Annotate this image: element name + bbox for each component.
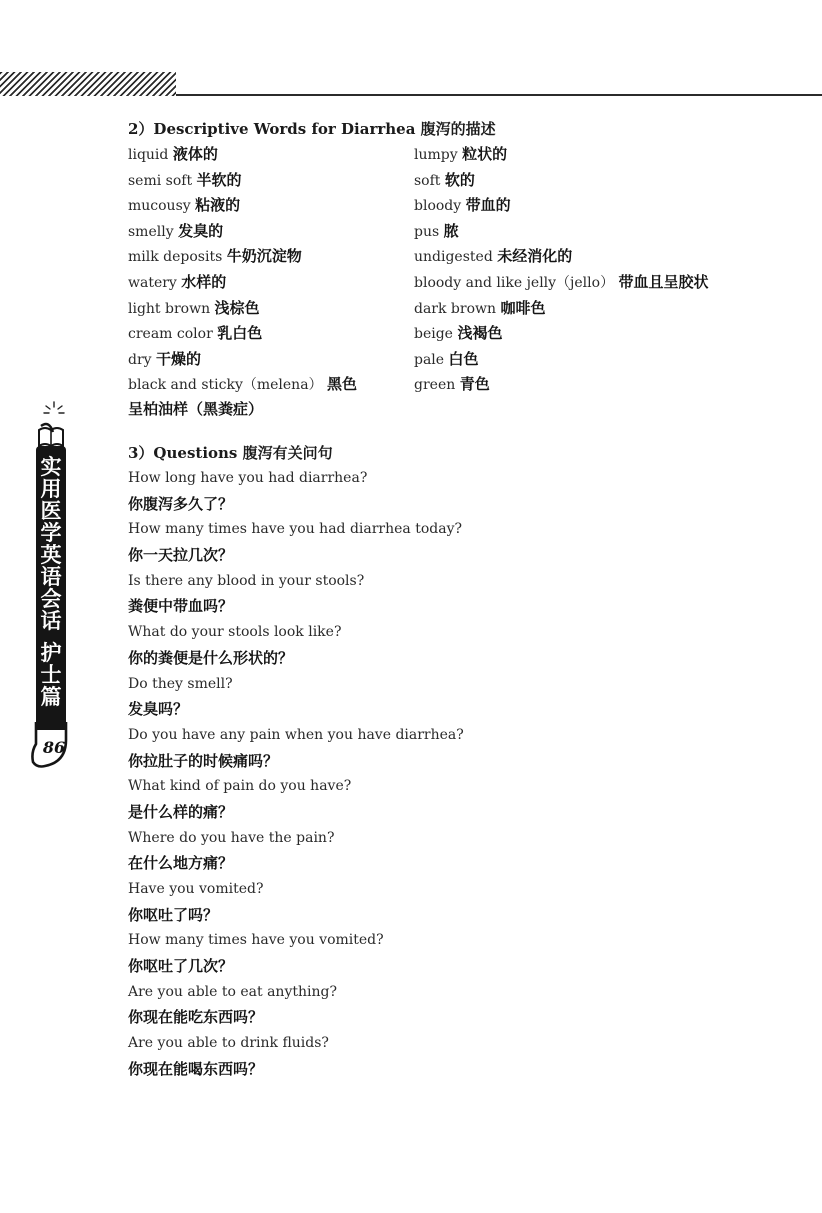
vocab-cn: 带血且呈胶状: [618, 272, 709, 291]
vocab-item: [414, 347, 768, 373]
vocab-cn: 青色: [459, 375, 490, 394]
vocab-item: [414, 372, 768, 398]
vocab-item: [128, 347, 414, 373]
vocab-item: [128, 296, 414, 322]
vocab-item: [414, 142, 768, 168]
question-en: How many times have you had diarrhea today?: [128, 521, 463, 538]
vocab-en: watery: [128, 274, 177, 291]
side-tab: [31, 400, 71, 772]
question-en: Are you able to drink fluids?: [128, 1035, 329, 1052]
vocab-cn: 白色: [448, 349, 479, 368]
vocab-en: undigested: [414, 249, 493, 266]
vocab-en: soft: [414, 172, 441, 189]
vocab-en: liquid: [128, 147, 169, 163]
vocab-cn: 粘液的: [195, 196, 241, 215]
vocab-item: [128, 193, 414, 219]
vocab-en: mucousy: [128, 198, 191, 215]
vocab-cn: 黑色: [327, 375, 358, 394]
vocab-en: beige: [414, 326, 453, 343]
side-tab-bar: [36, 446, 66, 724]
vocab-continuation: 呈柏油样（黑粪症）: [128, 400, 264, 418]
vocab-cn: 牛奶沉淀物: [226, 247, 302, 266]
header-hatch-decoration: [0, 72, 176, 96]
open-book-icon: [37, 420, 65, 448]
question-en: How long have you had diarrhea?: [128, 470, 368, 486]
vocab-item: [414, 296, 768, 322]
vocab-cn: 半软的: [196, 170, 242, 189]
vocab-cn: 软的: [444, 170, 475, 189]
vocab-en: green: [414, 377, 456, 394]
question-cn: 在什么地方痛？: [128, 854, 234, 873]
section2-heading: [128, 118, 496, 139]
vocab-en: cream color: [128, 326, 213, 343]
vocab-en: lumpy: [414, 147, 458, 163]
question-cn: 你现在能喝东西吗？: [128, 1059, 264, 1078]
question-en: How many times have you vomited?: [128, 932, 384, 949]
vocab-cn: 浅棕色: [214, 298, 260, 317]
volume-title: 护士篇: [40, 641, 62, 709]
vocab-en: bloody: [414, 198, 462, 215]
vocab-item: [414, 244, 768, 270]
question-cn: 你呕吐了吗？: [128, 905, 219, 924]
vocab-en: black and sticky（melena）: [128, 377, 323, 394]
vocab-en: milk deposits: [128, 249, 223, 266]
vocab-en: pus: [414, 223, 440, 240]
header-rule: [176, 94, 822, 96]
question-cn: 你腹泻多久了？: [128, 494, 234, 513]
vocab-cn: 未经消化的: [497, 247, 573, 266]
question-en: Where do you have the pain?: [128, 829, 335, 846]
vocab-cn: 咖啡色: [500, 298, 546, 317]
vocab-item: [414, 219, 768, 245]
question-cn: 是什么样的痛？: [128, 802, 234, 821]
vocab-item: [414, 321, 768, 347]
vocab-en: dry: [128, 351, 152, 368]
vocab-item: [414, 270, 768, 296]
vocab-item: [414, 168, 768, 194]
question-en: Is there any blood in your stools?: [128, 572, 365, 589]
vocab-en: dark brown: [414, 300, 497, 317]
vocab-cn: 干燥的: [156, 349, 202, 368]
question-cn: 你的粪便是什么形状的？: [128, 648, 294, 667]
vocab-item: [414, 193, 768, 219]
section3-heading: [128, 442, 333, 463]
vocab-en: semi soft: [128, 172, 193, 189]
vocab-item: [128, 270, 414, 296]
vocab-item: [128, 244, 414, 270]
vocab-item: [128, 219, 414, 245]
series-title: 实用医学英语会话: [40, 455, 62, 633]
question-en: Are you able to eat anything?: [128, 983, 337, 1000]
vocab-cn: 浅褐色: [457, 324, 503, 343]
question-en: Have you vomited?: [128, 881, 264, 897]
vocab-cn: 粒状的: [462, 145, 508, 163]
vocab-list: [128, 142, 768, 398]
vocab-cn: 水样的: [181, 272, 227, 291]
question-cn: 粪便中带血吗？: [128, 597, 234, 616]
vocab-item: [128, 168, 414, 194]
question-cn: 你拉肚子的时候痛吗？: [128, 751, 279, 770]
vocab-en: light brown: [128, 300, 211, 317]
vocab-cn: 发臭的: [178, 221, 224, 240]
section3-heading-cn: 腹泻有关问句: [242, 444, 333, 462]
question-en: What do your stools look like?: [128, 624, 342, 641]
question-en: Do they smell?: [128, 675, 233, 692]
vocab-cn: 乳白色: [217, 324, 263, 343]
section2-heading-cn: 腹泻的描述: [420, 120, 496, 138]
question-cn: 发臭吗？: [128, 700, 189, 719]
questions-list: [128, 466, 728, 1083]
question-cn: 你现在能吃东西吗？: [128, 1008, 264, 1027]
vocab-cn: 液体的: [172, 145, 218, 163]
vocab-item: [128, 142, 414, 168]
vocab-en: pale: [414, 351, 445, 368]
vocab-en: bloody and like jelly（jello）: [414, 274, 615, 291]
vocab-item: [128, 321, 414, 347]
question-cn: 你一天拉几次？: [128, 546, 234, 565]
vocab-cn: 带血的: [465, 196, 511, 215]
section2-heading-en: 2）Descriptive Words for Diarrhea: [128, 120, 416, 138]
question-en: Do you have any pain when you have diarrhea?: [128, 726, 464, 743]
question-en: What kind of pain do you have?: [128, 778, 352, 795]
vocab-item: [128, 372, 414, 398]
section3-heading-en: 3）Questions: [128, 444, 238, 462]
vocab-en: smelly: [128, 223, 174, 240]
page-number: 86: [42, 738, 66, 757]
vocab-cn: 脓: [443, 221, 459, 240]
question-cn: 你呕吐了几次？: [128, 957, 234, 976]
